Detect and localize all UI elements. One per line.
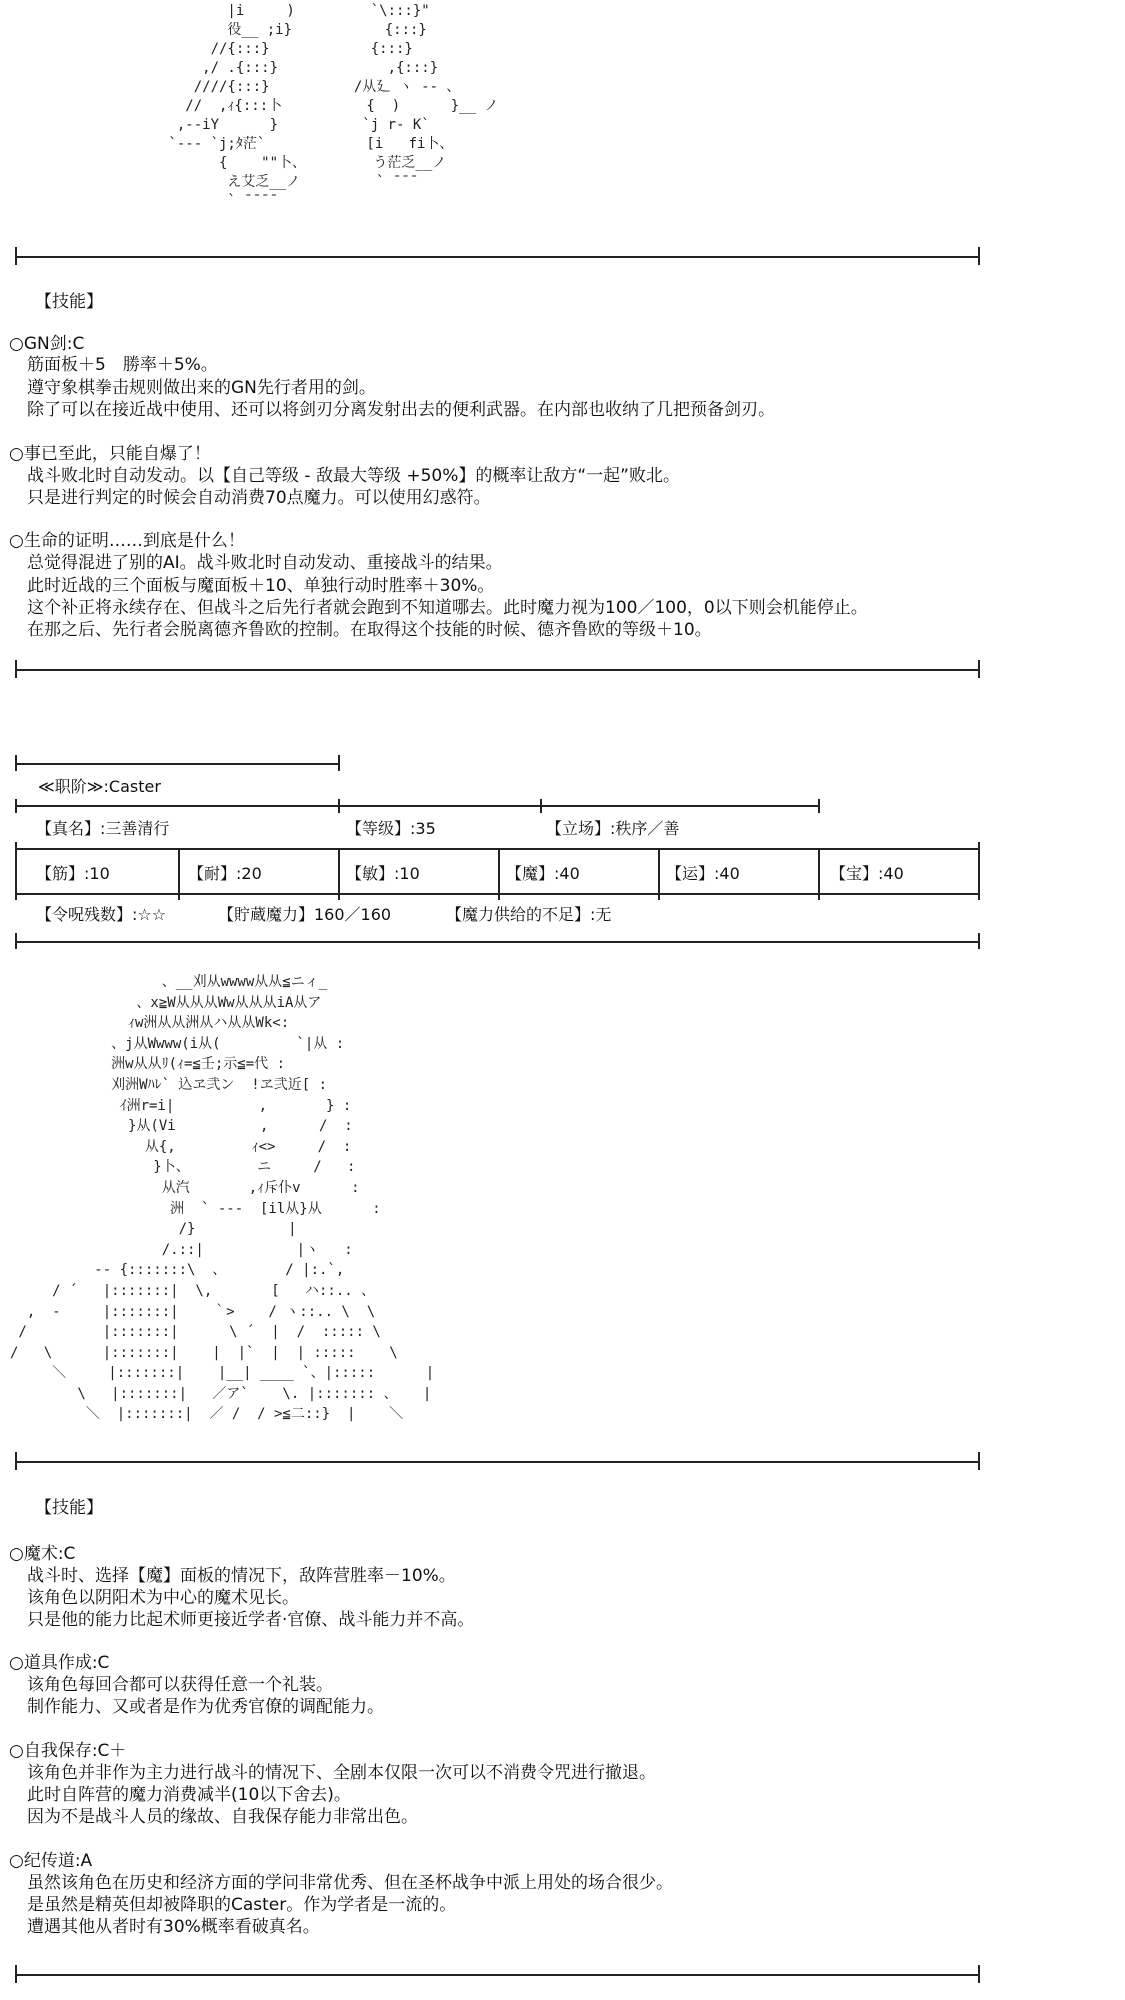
skill-line: 只是进行判定的时候会自动消费70点魔力。可以使用幻惑符。	[27, 488, 491, 508]
status-tick	[15, 933, 17, 949]
ascii-art-top: |i ) `\:::}" 役__ ;i} {:::} //{:::} {:::} ,/ .{:::} ,{:::} ////{:::} /从廴 ヽ -- 、 // ,ｨ{:::卜 { ) }__ ノ ,--iY } `j r- K` `--- `j;ﾀ茫` [i fi卜、 { ""卜、 う茫乏__ノ え艾乏__ノ ` ̄ ̄ ̄ ` ̄ ̄ ̄ ̄	[168, 3, 499, 209]
skill-line: 该角色每回合都可以获得任意一个礼装。	[27, 1675, 333, 1695]
status-tick	[15, 799, 17, 813]
status-tick	[658, 850, 660, 900]
status-tick	[818, 850, 820, 900]
divider-tick	[15, 247, 17, 265]
status-tick	[15, 755, 17, 771]
status-line	[15, 941, 980, 943]
status-tick	[15, 850, 17, 900]
skill-line: 该角色以阴阳术为中心的魔术见长。	[27, 1588, 299, 1608]
divider-tick	[978, 1452, 980, 1470]
skill-line: 此时自阵营的魔力消费减半(10以下舍去)。	[27, 1785, 351, 1805]
true-name: 【真名】:三善清行	[36, 819, 170, 838]
skill-name: ○道具作成:C	[9, 1653, 110, 1673]
status-tick	[978, 850, 980, 900]
status-tick	[338, 850, 340, 900]
skill-line: 虽然该角色在历史和经济方面的学问非常优秀、但在圣杯战争中派上用处的场合很少。	[27, 1873, 673, 1893]
status-tick	[178, 850, 180, 900]
skill-name: ○纪传道:A	[9, 1851, 93, 1871]
divider	[15, 256, 980, 258]
skill-line: 战斗败北时自动发动。以【自己等级 - 敌最大等级 +50%】的概率让敌方“一起”败北。	[27, 466, 680, 486]
skill-line: 此时近战的三个面板与魔面板＋10、单独行动时胜率＋30%。	[27, 576, 495, 596]
skill-line: 除了可以在接近战中使用、还可以将剑刃分离发射出去的便利武器。在内部也收纳了几把预备剑刃。	[27, 400, 775, 420]
skill-name: ○事已至此，只能自爆了！	[9, 444, 211, 464]
divider-tick	[978, 1965, 980, 1983]
section-header: 【技能】	[35, 292, 103, 312]
stored-mana: 【貯蔵魔力】160／160	[218, 905, 392, 924]
skill-line: 制作能力、又或者是作为优秀官僚的调配能力。	[27, 1697, 384, 1717]
skill-line: 因为不是战斗人员的缘故、自我保存能力非常出色。	[27, 1807, 418, 1827]
divider	[15, 1461, 980, 1463]
divider-tick	[15, 1452, 17, 1470]
status-line	[15, 805, 820, 807]
divider	[15, 1974, 980, 1976]
stat-end: 【耐】:20	[188, 864, 262, 883]
level: 【等级】:35	[346, 819, 436, 838]
skill-line: 总觉得混进了别的AI。战斗败北时自动发动、重接战斗的结果。	[27, 553, 503, 573]
skill-line: 遵守象棋拳击规则做出来的GN先行者用的剑。	[27, 378, 376, 398]
stat-mag: 【魔】:40	[506, 864, 580, 883]
divider-tick	[978, 660, 980, 678]
ascii-art-portrait: 、__刈从wwww从从≦ニィ_ 、x≧W从从从Ww从从从iA从ア ｨw洲从从洲从ハ从从Wk<: 、j从Wwww(i从( `|从 : 洲w从从ﾘ(ｨ=≦壬;示≦=代 : 刈洲Wﾊﾚ` 込ヱ弐ン !ヱ弐近[ : ｲ洲r=i| , } : }从(Vi , / : 从{, ｨ<> / : }卜、 ニ / : 从汽 ,ｨ斥仆v : 洲 ` --- [il从}从 : /} | /.::| |ヽ : -- {:::::::\ 、 / |:.`, / ´ |:::::::| \, [ ハ::.. 、 , - |:::::::| ｀> / ヽ::.. \ \ / |:::::::| \ ´ | / ::::: \ / \ |:::::::| | |` | | ::::: \ ＼ |:::::::| |__| ____ `、|::::: | \ |:::::::| ／ア` \. |::::::: 、 | ＼ |:::::::| ／ / / >≦二::} | ＼	[10, 974, 435, 1423]
divider-tick	[15, 660, 17, 678]
skill-line: 是虽然是精英但却被降职的Caster。作为学者是一流的。	[27, 1895, 457, 1915]
skill-name: ○自我保存:C＋	[9, 1741, 127, 1761]
divider-tick	[15, 1965, 17, 1983]
status-tick	[818, 799, 820, 813]
status-tick	[338, 755, 340, 771]
divider	[15, 669, 980, 671]
stat-agi: 【敏】:10	[346, 864, 420, 883]
skill-line: 只是他的能力比起术师更接近学者·官僚、战斗能力并不高。	[27, 1610, 475, 1630]
skill-line: 在那之后、先行者会脱离德齐鲁欧的控制。在取得这个技能的时候、德齐鲁欧的等级＋10。	[27, 620, 712, 640]
skill-line: 战斗时、选择【魔】面板的情况下，敌阵营胜率－10%。	[27, 1566, 456, 1586]
status-tick	[540, 799, 542, 813]
command-seals: 【令呪残数】:☆☆	[36, 905, 167, 924]
divider-tick	[978, 247, 980, 265]
status-tick	[978, 933, 980, 949]
stat-np: 【宝】:40	[830, 864, 904, 883]
class-label: ≪职阶≫:Caster	[38, 777, 161, 796]
skill-line: 遭遇其他从者时有30%概率看破真名。	[27, 1917, 320, 1937]
skill-line: 该角色并非作为主力进行战斗的情况下、全剧本仅限一次可以不消费令咒进行撤退。	[27, 1763, 656, 1783]
stat-luck: 【运】:40	[666, 864, 740, 883]
alignment: 【立场】:秩序／善	[546, 819, 680, 838]
status-tick	[498, 850, 500, 900]
skill-name: ○生命的证明……到底是什么！	[9, 531, 245, 551]
section-header: 【技能】	[35, 1498, 103, 1518]
skill-name: ○GN剑:C	[9, 334, 85, 354]
skill-line: 筋面板＋5 勝率＋5%。	[27, 355, 218, 375]
status-tick	[338, 799, 340, 813]
status-line	[15, 763, 340, 765]
skill-line: 这个补正将永续存在、但战斗之后先行者就会跑到不知道哪去。此时魔力视为100／100，0以下则会机能停止。	[27, 598, 868, 618]
skill-name: ○魔术:C	[9, 1544, 76, 1564]
mana-shortage: 【魔力供给的不足】:无	[446, 905, 612, 924]
stat-str: 【筋】:10	[36, 864, 110, 883]
